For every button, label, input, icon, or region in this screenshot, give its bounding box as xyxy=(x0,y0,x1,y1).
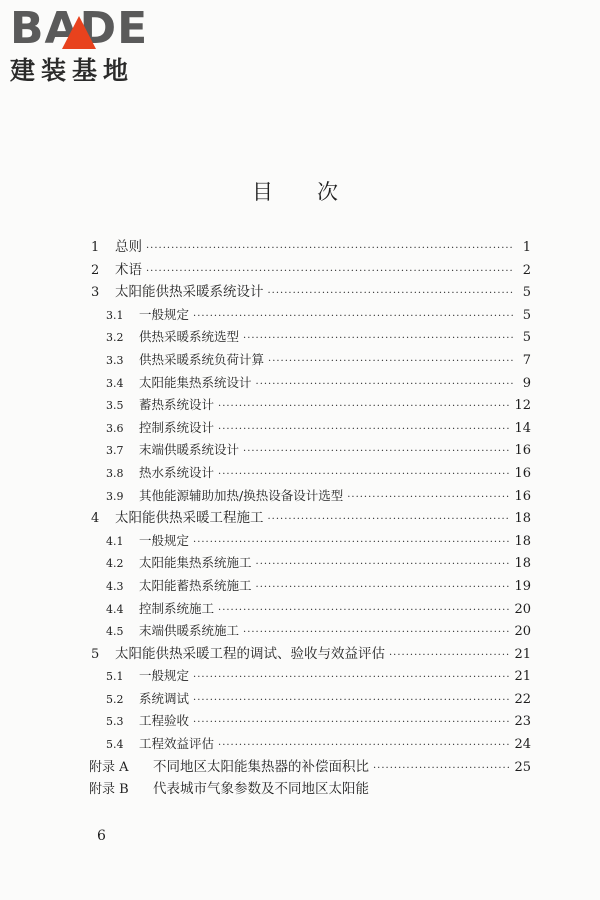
toc-leader-dots xyxy=(218,464,510,487)
toc-entry-number: 4.5 xyxy=(106,625,124,639)
toc-entry-title: 总则 xyxy=(115,239,142,255)
bade-logo xyxy=(10,4,180,86)
toc-entry-title: 供热采暖系统选型 xyxy=(139,329,240,345)
toc-entry-number: 3.7 xyxy=(106,444,124,458)
toc-entry-page: 16 xyxy=(514,465,531,481)
toc-entry-page: 23 xyxy=(514,714,531,730)
toc-entry-page: 22 xyxy=(514,691,531,707)
toc-entry-title: 控制系统施工 xyxy=(139,600,215,616)
toc-leader-dots xyxy=(256,554,511,577)
toc-entry[interactable] xyxy=(89,643,531,666)
toc-entry-title: 太阳能集热系统设计 xyxy=(139,374,252,390)
toc-entry[interactable] xyxy=(89,507,531,530)
toc-leader-dots xyxy=(243,328,513,351)
page-number: 6 xyxy=(97,828,106,844)
toc-entry-title: 一般规定 xyxy=(139,306,190,322)
toc-leader-dots xyxy=(146,238,513,261)
toc-leader-dots xyxy=(193,306,513,329)
toc-leader-dots xyxy=(389,645,510,668)
toc-entry-page: 7 xyxy=(522,352,531,368)
logo-triangle-icon xyxy=(62,16,96,49)
toc-entry-number: 3.3 xyxy=(106,353,124,367)
toc-entry-title: 一般规定 xyxy=(139,668,190,684)
toc-entry[interactable] xyxy=(89,394,531,417)
toc-entry-title: 太阳能供热采暖系统设计 xyxy=(115,284,264,301)
toc-entry[interactable] xyxy=(89,372,531,395)
toc-entry[interactable] xyxy=(89,710,531,733)
toc-entry[interactable] xyxy=(89,598,531,621)
toc-entry[interactable] xyxy=(89,326,531,349)
toc-entry-page: 14 xyxy=(514,420,531,436)
toc-entry-number: 5.4 xyxy=(106,738,124,752)
toc-entry[interactable] xyxy=(89,530,531,553)
toc-entry-title: 蓄热系统设计 xyxy=(139,397,215,413)
toc-entry[interactable] xyxy=(89,462,531,485)
toc-entry-number: 4.1 xyxy=(106,534,124,548)
toc-entry-title: 太阳能蓄热系统施工 xyxy=(139,577,252,593)
toc-entry[interactable] xyxy=(89,281,531,304)
toc-entry[interactable] xyxy=(89,259,531,282)
toc-entry[interactable] xyxy=(89,236,531,259)
toc-entry-page: 1 xyxy=(522,240,531,255)
toc-leader-dots xyxy=(218,600,510,623)
toc-entry-title: 一般规定 xyxy=(139,532,190,548)
toc-entry-number: 3 xyxy=(91,285,100,301)
toc-leader-dots xyxy=(243,441,510,464)
logo-subtitle: 建装基地 xyxy=(10,56,135,85)
toc-entry[interactable] xyxy=(89,417,531,440)
toc-entry[interactable] xyxy=(89,349,531,372)
toc-entry[interactable] xyxy=(89,304,531,327)
toc-entry-title: 供热采暖系统负荷计算 xyxy=(139,351,265,367)
toc-entry-number: 3.5 xyxy=(106,399,124,413)
toc-entry-page: 12 xyxy=(514,398,531,414)
toc-entry-number: 5.3 xyxy=(106,715,124,729)
toc-entry-title: 其他能源辅助加热/换热设备设计选型 xyxy=(139,487,344,503)
toc-entry-number: 4.3 xyxy=(106,579,124,593)
toc-leader-dots xyxy=(218,419,510,442)
toc-entry-page: 20 xyxy=(514,624,531,640)
toc-entry-page: 21 xyxy=(514,669,531,685)
toc-leader-dots xyxy=(347,487,510,510)
toc-entry-page: 21 xyxy=(514,646,531,662)
toc-entry[interactable] xyxy=(89,575,531,598)
toc-entry-number: 1 xyxy=(91,240,100,255)
toc-entry-page: 24 xyxy=(514,737,531,753)
toc-entry-title: 控制系统设计 xyxy=(139,419,215,435)
toc-entry-page: 5 xyxy=(522,330,531,346)
toc-entry-number: 3.1 xyxy=(106,308,124,322)
toc-entry-number: 2 xyxy=(91,262,100,278)
toc-entry[interactable] xyxy=(89,778,531,801)
toc-entry[interactable] xyxy=(89,485,531,508)
toc-entry-number: 5.1 xyxy=(106,670,124,684)
toc-entry-number: 3.9 xyxy=(106,489,124,503)
toc-entry-number: 3.8 xyxy=(106,466,124,480)
toc-entry[interactable] xyxy=(89,620,531,643)
toc-entry-page: 9 xyxy=(522,375,531,391)
toc-leader-dots xyxy=(256,577,511,600)
toc-entry-number: 4 xyxy=(91,511,100,527)
toc-leader-dots xyxy=(268,283,514,306)
toc-entry-title: 热水系统设计 xyxy=(139,464,215,480)
toc-leader-dots xyxy=(193,690,510,713)
toc-entry-title: 工程验收 xyxy=(139,713,190,729)
toc-leader-dots xyxy=(193,532,510,555)
toc-leader-dots xyxy=(218,735,510,758)
toc-entry-title: 太阳能集热系统施工 xyxy=(139,555,252,571)
toc-entry-title: 工程效益评估 xyxy=(139,736,215,752)
toc-entry-page: 2 xyxy=(522,262,531,278)
toc-entry-title: 代表城市气象参数及不同地区太阳能 xyxy=(153,781,369,798)
toc-entry-title: 太阳能供热采暖工程的调试、验收与效益评估 xyxy=(115,645,385,662)
toc-entry-title: 太阳能供热采暖工程施工 xyxy=(115,510,264,527)
toc-entry-number: 5 xyxy=(91,646,100,662)
table-of-contents xyxy=(89,236,531,801)
toc-entry-page: 16 xyxy=(514,443,531,459)
toc-entry-number: 3.6 xyxy=(106,421,124,435)
toc-entry[interactable] xyxy=(89,439,531,462)
toc-entry[interactable] xyxy=(89,688,531,711)
toc-entry-page: 18 xyxy=(514,511,531,527)
toc-entry-title: 末端供暖系统设计 xyxy=(139,442,240,458)
toc-leader-dots xyxy=(268,509,511,532)
toc-entry-title: 术语 xyxy=(115,261,142,278)
toc-entry-number: 3.2 xyxy=(106,331,124,345)
toc-leader-dots xyxy=(256,374,513,397)
toc-entry-page: 18 xyxy=(514,556,531,572)
toc-entry[interactable] xyxy=(89,552,531,575)
toc-entry-page: 25 xyxy=(514,759,531,775)
toc-entry-number: 附录 A xyxy=(89,759,129,775)
toc-entry-number: 4.2 xyxy=(106,557,124,571)
toc-entry[interactable] xyxy=(89,756,531,779)
toc-entry[interactable] xyxy=(89,733,531,756)
toc-entry-number: 4.4 xyxy=(106,602,124,616)
toc-entry-page: 19 xyxy=(514,578,531,594)
toc-entry-page: 20 xyxy=(514,601,531,617)
toc-entry-title: 末端供暖系统施工 xyxy=(139,623,240,639)
logo-wordmark: BADE xyxy=(10,3,149,54)
toc-entry[interactable] xyxy=(89,665,531,688)
toc-leader-dots xyxy=(146,261,513,284)
toc-leader-dots xyxy=(373,758,510,781)
toc-entry-number: 3.4 xyxy=(106,376,124,390)
toc-entry-page: 5 xyxy=(522,285,531,301)
toc-entry-number: 5.2 xyxy=(106,692,124,706)
toc-entry-page: 16 xyxy=(514,488,531,504)
toc-leader-dots xyxy=(218,396,510,419)
toc-entry-number: 附录 B xyxy=(89,782,129,798)
toc-leader-dots xyxy=(268,351,513,374)
toc-entry-title: 不同地区太阳能集热器的补偿面积比 xyxy=(153,758,369,775)
toc-leader-dots xyxy=(193,667,510,690)
toc-entry-page: 5 xyxy=(522,307,531,323)
toc-entry-title: 系统调试 xyxy=(139,690,190,706)
page-title: 目次 xyxy=(252,180,382,204)
toc-entry-page: 18 xyxy=(514,533,531,549)
toc-leader-dots xyxy=(193,712,510,735)
toc-leader-dots xyxy=(243,622,510,645)
